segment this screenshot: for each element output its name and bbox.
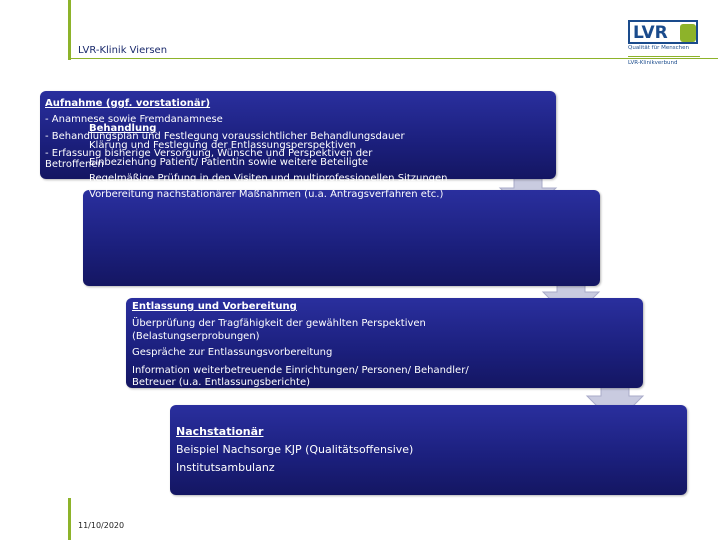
phase-line: Betroffenen	[45, 159, 104, 170]
footer-date: 11/10/2020	[78, 521, 125, 530]
phase-heading-behandlung: Behandlung	[89, 123, 157, 134]
logo-tagline: Qualität für Menschen	[628, 45, 689, 51]
decor-vertical-line	[68, 0, 71, 60]
phase-line: Vorbereitung nachstationärer Maßnahmen (u.a. Antragsverfahren etc.)	[89, 189, 444, 200]
phase-heading-entlassung: Entlassung und Vorbereitung	[132, 301, 297, 312]
logo-mark-icon	[680, 24, 696, 42]
phase-line: - Behandlungsplan und Festlegung voraussichtlicher Behandlungsdauer	[45, 131, 405, 142]
phase-line: Einbeziehung Patient/ Patientin sowie weitere Beteiligte	[89, 157, 368, 168]
logo-wordmark: LVR	[633, 23, 668, 43]
phase-line: - Erfassung bisherige Versorgung, Wünsche und Perspektiven der	[45, 148, 373, 159]
phase-line: Institutsambulanz	[176, 461, 275, 474]
phase-heading-nachstationaer: Nachstationär	[176, 425, 264, 438]
phase-line: (Belastungserprobungen)	[132, 331, 260, 342]
phase-line: Regelmäßige Prüfung in den Visiten und multiprofessionellen Sitzungen	[89, 173, 448, 184]
logo-frame	[628, 20, 698, 44]
header-rule	[68, 58, 718, 59]
decor-vertical-line-bottom	[68, 498, 71, 540]
phase-line: - Anamnese sowie Fremdanamnese	[45, 114, 223, 125]
page-title: LVR-Klinik Viersen	[78, 45, 168, 56]
lvr-logo	[628, 20, 702, 70]
phase-line: Beispiel Nachsorge KJP (Qualitätsoffensive)	[176, 443, 414, 456]
logo-rule	[628, 56, 700, 57]
phase-line: Klärung und Festlegung der Entlassungsperspektiven	[89, 140, 357, 151]
logo-network: LVR-Klinikverbund	[628, 60, 678, 66]
phase-heading-aufnahme: Aufnahme (ggf. vorstationär)	[45, 98, 211, 109]
phase-box-behandlung	[83, 190, 600, 286]
phase-line: Überprüfung der Tragfähigkeit der gewählten Perspektiven	[132, 318, 426, 329]
phase-line: Information weiterbetreuende Einrichtungen/ Personen/ Behandler/	[132, 365, 469, 376]
phase-line: Gespräche zur Entlassungsvorbereitung	[132, 347, 333, 358]
phase-line: Betreuer (u.a. Entlassungsberichte)	[132, 377, 310, 388]
